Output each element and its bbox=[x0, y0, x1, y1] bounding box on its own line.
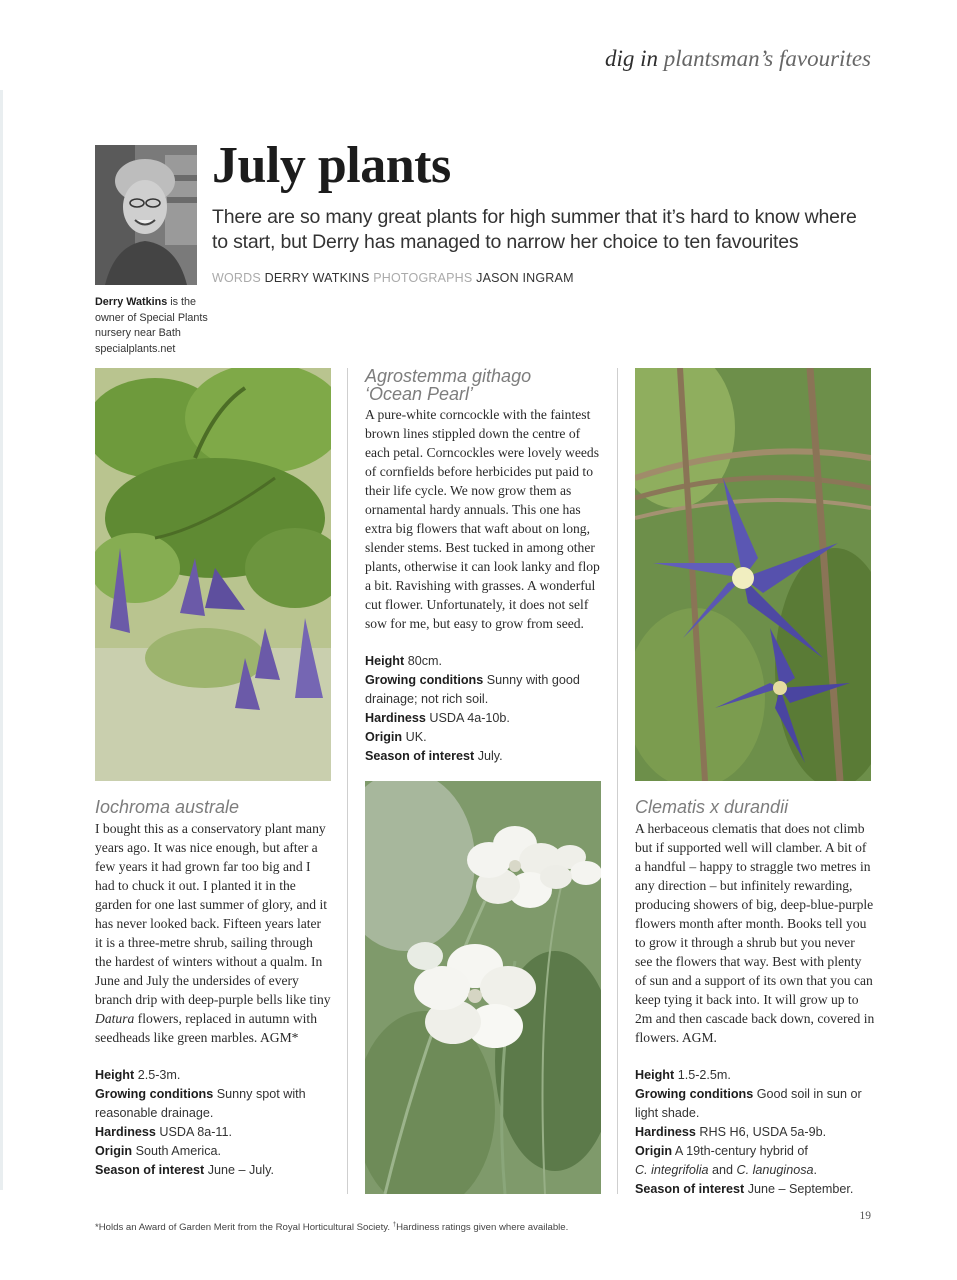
iochroma-origin: South America. bbox=[135, 1144, 221, 1158]
running-head bbox=[605, 46, 871, 72]
clematis-origin-and: and bbox=[708, 1163, 737, 1177]
iochroma-height: 2.5-3m. bbox=[137, 1068, 181, 1082]
clematis-origin-species2: C. lanuginosa bbox=[736, 1163, 814, 1177]
agrostemma-facts bbox=[365, 652, 605, 766]
standfirst: There are so many great plants for high summer that it’s hard to know where to start, but Derry has managed to narrow her choice to ten favourites bbox=[212, 206, 857, 253]
origin-label: Origin bbox=[635, 1144, 673, 1158]
agrostemma-photo bbox=[365, 781, 601, 1194]
agrostemma-origin: UK. bbox=[405, 730, 427, 744]
page-title: July plants bbox=[212, 137, 451, 194]
clematis-growing: Good soil in sun or light shade. bbox=[635, 1087, 862, 1120]
author-portrait bbox=[95, 145, 197, 285]
agrostemma-hardiness: USDA 4a-10b. bbox=[429, 711, 510, 725]
clematis-facts bbox=[635, 1066, 875, 1199]
iochroma-image bbox=[95, 368, 331, 781]
hardiness-label: Hardiness bbox=[365, 711, 426, 725]
iochroma-description bbox=[95, 819, 331, 1047]
height-label: Height bbox=[95, 1068, 135, 1082]
clematis-origin-end: . bbox=[813, 1163, 818, 1177]
agrostemma-growing: Sunny with good drainage; not rich soil. bbox=[365, 673, 580, 706]
agrostemma-height: 80cm. bbox=[407, 654, 442, 668]
iochroma-description-part2: flowers, replaced in autumn with seedheads like green marbles. AGM* bbox=[95, 1011, 317, 1045]
words-author: DERRY WATKINS bbox=[264, 271, 370, 285]
column-rule-right bbox=[617, 368, 618, 1194]
growing-label: Growing conditions bbox=[365, 673, 484, 687]
footnote bbox=[95, 1222, 568, 1233]
iochroma-description-italic: Datura bbox=[95, 1011, 135, 1026]
author-website: specialplants.net bbox=[95, 342, 176, 355]
footnote-agm: *Holds an Award of Garden Merit from the Royal Horticultural Society. bbox=[95, 1222, 393, 1234]
season-label: Season of interest bbox=[635, 1182, 745, 1196]
author-bio bbox=[95, 295, 210, 357]
iochroma-growing: Sunny spot with reasonable drainage. bbox=[95, 1087, 306, 1120]
height-label: Height bbox=[365, 654, 405, 668]
iochroma-photo bbox=[95, 368, 331, 781]
author-name: Derry Watkins bbox=[95, 296, 168, 308]
clematis-height: 1.5-2.5m. bbox=[677, 1068, 731, 1082]
clematis-name: Clematis x durandii bbox=[635, 797, 789, 817]
agrostemma-name-line1: Agrostemma githago bbox=[365, 366, 532, 386]
footnote-dagger: † bbox=[392, 1222, 397, 1228]
iochroma-name: Iochroma australe bbox=[95, 797, 240, 817]
agrostemma-image bbox=[365, 781, 601, 1194]
column-rule-left bbox=[347, 368, 348, 1194]
words-label: WORDS bbox=[212, 271, 261, 285]
hardiness-label: Hardiness bbox=[635, 1125, 696, 1139]
height-label: Height bbox=[635, 1068, 675, 1082]
running-head-section: dig in bbox=[604, 46, 659, 71]
clematis-photo bbox=[635, 368, 871, 781]
clematis-origin-species1: C. integrifolia bbox=[635, 1163, 709, 1177]
clematis-section bbox=[635, 798, 875, 1199]
season-label: Season of interest bbox=[95, 1163, 205, 1177]
running-head-topic: plantsman’s favourites bbox=[663, 46, 871, 71]
iochroma-facts bbox=[95, 1066, 331, 1180]
author-bio-text: is the owner of Special Plants nursery near Bath bbox=[95, 296, 208, 339]
agrostemma-season: July. bbox=[477, 749, 503, 763]
agrostemma-name-line2: ‘Ocean Pearl’ bbox=[365, 384, 474, 404]
iochroma-section bbox=[95, 798, 331, 1180]
page-number: 19 bbox=[859, 1210, 871, 1222]
iochroma-description-part1: I bought this as a conservatory plant many years ago. It was nice enough, but after a few years it had grown far too big and I had to chuck it out. I planted it in the garden for one last summer of glory, and it has never looked back. Fifteen years later it is a three-metre shrub, sailing through the hardest of winters without a qualm. In June and July the undersides of every branch drip with deep-purple bells like tiny bbox=[95, 821, 331, 1007]
agrostemma-description: A pure-white corncockle with the faintest brown lines stippled down the centre of each petal. Corncockles were lovely weeds of cornfields before herbicides put paid to their life cycle. We now grow them as ornamental hardy annuals. This one has extra big flowers that waft about on long, slender stems. Best tucked in among other plants, otherwise it can look lanky and flop a bit. Ravishing with grasses. A wonderful cut flower. Unfortunately, it does not self sow for me, but easy to grow from seed. bbox=[365, 407, 600, 631]
origin-label: Origin bbox=[95, 1144, 133, 1158]
clematis-origin-a: A 19th-century hybrid of bbox=[674, 1144, 808, 1158]
photographer: JASON INGRAM bbox=[476, 271, 574, 285]
hardiness-label: Hardiness bbox=[95, 1125, 156, 1139]
clematis-image bbox=[635, 368, 871, 781]
growing-label: Growing conditions bbox=[635, 1087, 754, 1101]
clematis-hardiness: RHS H6, USDA 5a-9b. bbox=[699, 1125, 827, 1139]
origin-label: Origin bbox=[365, 730, 403, 744]
agrostemma-section bbox=[365, 367, 605, 766]
page-edge-strip bbox=[0, 90, 3, 1190]
credits bbox=[212, 271, 574, 285]
iochroma-season: June – July. bbox=[207, 1163, 274, 1177]
clematis-description: A herbaceous clematis that does not climb but if supported well will clamber. A bit of a handful – happy to straggle two metres in any direction – but infinitely rewarding, producing showers of big, deep-blue-purple flowers month after month. Books tell you to grow it through a shrub but you never see the flowers that way. Best with plenty of sun and a support of its own that you can keep tying it back into. It will grow up to 2m and then cascade back down, covered in flowers. AGM. bbox=[635, 821, 875, 1045]
portrait-image bbox=[95, 145, 197, 285]
clematis-season: June – September. bbox=[747, 1182, 854, 1196]
footnote-hardiness: Hardiness ratings given where available. bbox=[396, 1222, 569, 1234]
photographs-label: PHOTOGRAPHS bbox=[373, 271, 473, 285]
iochroma-hardiness: USDA 8a-11. bbox=[159, 1125, 232, 1139]
season-label: Season of interest bbox=[365, 749, 475, 763]
growing-label: Growing conditions bbox=[95, 1087, 214, 1101]
